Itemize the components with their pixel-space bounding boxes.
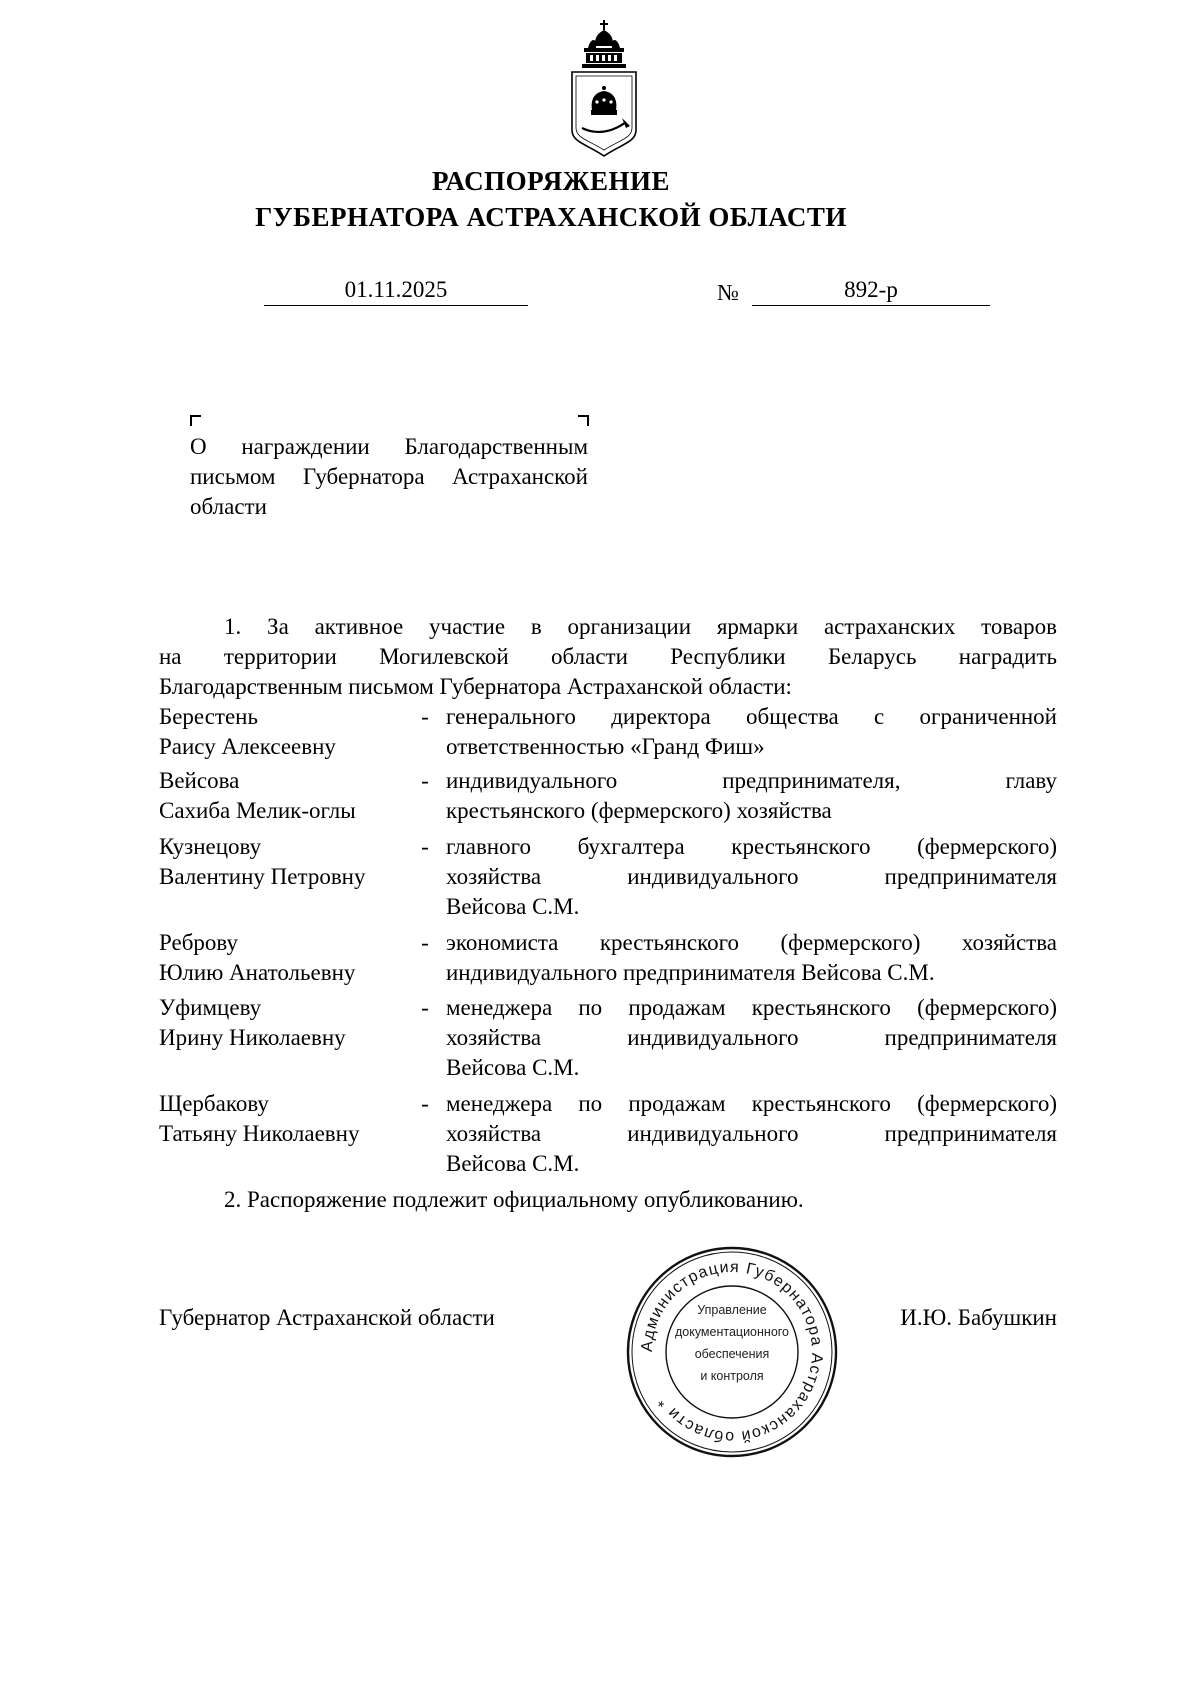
description-line: генерального директора общества с ограниченной [446,704,1057,729]
stamp-center-line: и контроля [700,1369,764,1383]
awardee-name [159,928,409,988]
awardee-dash: - [421,930,429,955]
awardee-description [446,993,1057,1083]
item1-line: 1. За активное участие в организации ярмарки астраханских товаров [224,614,1057,639]
description-line: менеджера по продажам крестьянского (фермерского) [446,995,1057,1020]
awardee-dash: - [421,834,429,859]
awardee-given-name: Юлию Анатольевну [159,960,356,985]
description-line: Вейсова С.М. [446,1055,580,1080]
awardee-surname: Кузнецову [159,834,262,859]
stamp-center-line: обеспечения [694,1347,770,1361]
description-line: ответственностью «Гранд Фиш» [446,734,765,759]
stamp-ring-text: Администрация Губернатора Астраханской области * [638,1258,826,1446]
awardee-dash: - [421,1091,429,1116]
awardee-name [159,832,409,892]
number-sign: № [717,280,739,305]
awardee-description [446,832,1057,922]
item1-line: Благодарственным письмом Губернатора Астраханской области: [159,674,792,699]
awardee-given-name: Валентину Петровну [159,864,366,889]
signatory-position: Губернатор Астраханской области [159,1305,495,1330]
awardee-given-name: Раису Алексеевну [159,734,336,759]
astrakhan-coat-of-arms-icon [566,18,642,158]
description-line: крестьянского (фермерского) хозяйства [446,798,832,823]
signatory-name: И.Ю. Бабушкин [900,1305,1057,1330]
description-line: хозяйства индивидуального предпринимателя [446,1025,1057,1050]
awardee-dash: - [421,995,429,1020]
awardee-given-name: Сахиба Мелик-оглы [159,798,356,823]
item1-paragraph [159,612,1057,702]
document-subject: О награждении Благодарственным письмом Губернатора Астраханской области [190,434,588,519]
awardee-surname: Уфимцеву [159,995,262,1020]
awardee-dash: - [421,704,429,729]
awardee-dash: - [421,768,429,793]
description-line: индивидуального предпринимателя, главу [446,768,1057,793]
awardee-given-name: Ирину Николаевну [159,1025,346,1050]
stamp-center-line: документационного [674,1325,790,1339]
awardee-name [159,702,409,762]
item2-paragraph: 2. Распоряжение подлежит официальному опубликованию. [224,1187,804,1212]
description-line: менеджера по продажам крестьянского (фермерского) [446,1091,1057,1116]
document-date: 01.11.2025 [264,275,528,306]
awardee-description [446,766,1057,826]
awardee-name [159,766,409,826]
document-title: РАСПОРЯЖЕНИЕ [431,166,671,196]
description-line: Вейсова С.М. [446,894,580,919]
awardee-surname: Реброву [159,930,238,955]
awardee-name [159,993,409,1053]
awardee-description [446,928,1057,988]
awardee-surname: Вейсова [159,768,240,793]
description-line: экономиста крестьянского (фермерского) хозяйства [446,930,1057,955]
document-number: 892-р [752,275,990,306]
awardee-description [446,1089,1057,1179]
corner-bracket-top-right [578,415,589,426]
awardee-surname: Щербакову [159,1091,269,1116]
stamp-center-line: Управление [697,1303,767,1317]
awardee-description [446,702,1057,762]
awardee-given-name: Татьяну Николаевну [159,1121,360,1146]
description-line: хозяйства индивидуального предпринимателя [446,1121,1057,1146]
awardee-surname: Берестень [159,704,258,729]
description-line: индивидуального предпринимателя Вейсова С.М. [446,960,935,985]
description-line: хозяйства индивидуального предпринимателя [446,864,1057,889]
item1-line: на территории Могилевской области Республики Беларусь наградить [159,644,1057,669]
stamp-center-text [660,1299,804,1387]
awardee-name [159,1089,409,1149]
document-subtitle: ГУБЕРНАТОРА АСТРАХАНСКОЙ ОБЛАСТИ [255,202,847,232]
description-line: Вейсова С.М. [446,1151,580,1176]
description-line: главного бухгалтера крестьянского (фермерского) [446,834,1057,859]
corner-bracket-top-left [190,415,201,426]
